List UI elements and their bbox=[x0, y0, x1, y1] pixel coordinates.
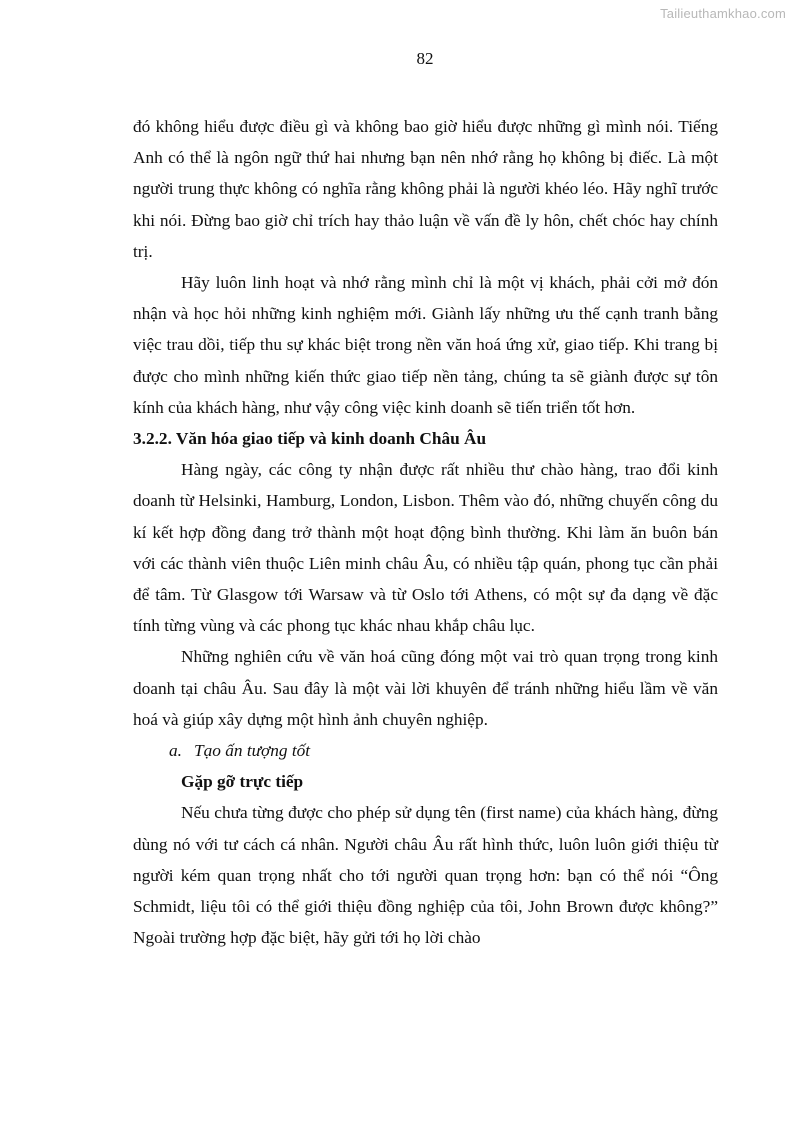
body-paragraph: Hàng ngày, các công ty nhận được rất nhiều thư chào hàng, trao đổi kinh doanh từ Helsinki, Hamburg, London, Lisbon. Thêm vào đó, những chuyến công du kí kết hợp đồng đang trở thành một hoạt động bình thường. Khi làm ăn buôn bán với các thành viên thuộc Liên minh châu Âu, có nhiều tập quán, phong tục cần phải để tâm. Từ Glasgow tới Warsaw và từ Oslo tới Athens, có một sự đa dạng về đặc tính từng vùng và các phong tục khác nhau khắp châu lục. bbox=[133, 460, 718, 636]
body-paragraph: Những nghiên cứu về văn hoá cũng đóng một vai trò quan trọng trong kinh doanh tại châu Âu. Sau đây là một vài lời khuyên để tránh những hiểu lầm về văn hoá và giúp xây dựng một hình ảnh chuyên nghiệp. bbox=[133, 647, 718, 729]
subsection-marker: a. bbox=[169, 741, 182, 761]
section-heading: 3.2.2. Văn hóa giao tiếp và kinh doanh Châu Âu bbox=[133, 429, 487, 449]
body-paragraph: Hãy luôn linh hoạt và nhớ rằng mình chỉ là một vị khách, phải cởi mở đón nhận và học hỏi những kinh nghiệm mới. Giành lấy những ưu thế cạnh tranh bằng việc trau dồi, tiếp thu sự khác biệt trong nền văn hoá ứng xử, giao tiếp. Khi trang bị được cho mình những kiến thức giao tiếp nền tảng, chúng ta sẽ giành được sự tôn kính của khách hàng, như vậy công việc kinh doanh sẽ tiến triển tốt hơn. bbox=[133, 273, 718, 417]
document-body bbox=[133, 111, 718, 953]
bold-subheading: Gặp gỡ trực tiếp bbox=[181, 772, 304, 792]
page-number: 82 bbox=[416, 49, 434, 68]
body-paragraph: đó không hiểu được điều gì và không bao giờ hiểu được những gì mình nói. Tiếng Anh có thể là ngôn ngữ thứ hai nhưng bạn nên nhớ rằng họ không bị điếc. Là một người trung thực không có nghĩa rằng không phải là người khéo léo. Hãy nghĩ trước khi nói. Đừng bao giờ chỉ trích hay thảo luận về vấn đề ly hôn, chết chóc hay chính trị. bbox=[133, 117, 718, 261]
subsection-heading bbox=[133, 735, 718, 766]
subsection-title: Tạo ấn tượng tốt bbox=[194, 741, 311, 761]
watermark: Tailieuthamkhao.com bbox=[660, 6, 786, 21]
body-paragraph: Nếu chưa từng được cho phép sử dụng tên (first name) của khách hàng, đừng dùng nó với tư cách cá nhân. Người châu Âu rất hình thức, luôn luôn giới thiệu từ người kém quan trọng nhất cho tới người quan trọng hơn: bạn có thể nói “Ông Schmidt, liệu tôi có thể giới thiệu đồng nghiệp của tôi, John Brown được không?” Ngoài trường hợp đặc biệt, hãy gửi tới họ lời chào bbox=[133, 803, 718, 948]
